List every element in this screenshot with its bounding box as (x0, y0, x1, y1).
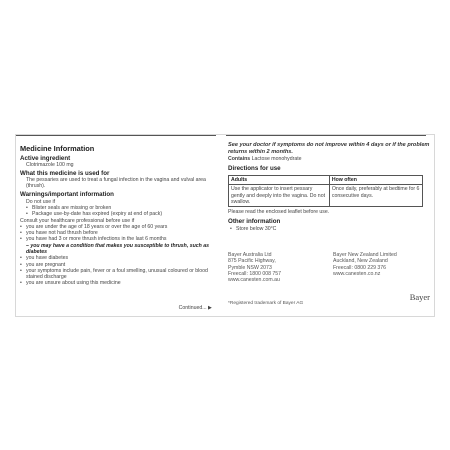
continued-label: Continued... ▶ (178, 305, 212, 311)
directions-table (228, 175, 423, 207)
table-row (229, 185, 423, 207)
nz-address-line: Freecall: 0800 229 376 (333, 264, 387, 271)
nz-address-line: Bayer New Zealand Limited (333, 252, 397, 258)
consult-item: • you are unsure about using this medicine (20, 280, 216, 286)
active-ingredient-heading: Active ingredient (20, 154, 71, 162)
bayer-brand: Bayer (409, 292, 430, 302)
nz-address-line: www.canesten.co.nz (333, 270, 381, 277)
warnings-heading: Warnings/important information (20, 191, 114, 199)
consult-item: • you have not had thrush before (20, 230, 216, 236)
table-header: Adults (229, 176, 330, 185)
contains-value: Lactose monohydrate (251, 155, 302, 162)
directions-heading: Directions for use (228, 164, 281, 172)
contains-line (228, 156, 433, 162)
usage-text: The pessaries are used to treat a fungal infection in the vagina and vulval area (thrush). (26, 177, 206, 190)
au-address-line: Bayer Australia Ltd (228, 252, 272, 258)
consult-label: Consult your healthcare professional before use if (20, 217, 135, 224)
au-address-line: Pymble NSW 2073 (228, 264, 272, 271)
nz-address-line: Auckland, New Zealand (333, 258, 388, 265)
consult-item: • your symptoms include pain, fever or a foul smelling, unusual coloured or blood stained discharge (20, 268, 216, 281)
medicine-info-panel (15, 134, 435, 317)
other-info-heading: Other information (228, 218, 281, 226)
section-title: Medicine Information (20, 144, 95, 153)
active-ingredient-value: Clotrimazole 100 mg (26, 161, 74, 168)
right-column (228, 140, 433, 232)
au-address-line: www.canesten.com.au (228, 277, 280, 284)
au-address (228, 252, 281, 283)
do-not-item: • Package use-by-date has expired (expiry at end of pack) (26, 211, 216, 217)
consult-item: • you are pregnant (20, 262, 216, 268)
contains-label: Contains (228, 155, 251, 162)
other-info-item: • Store below 30°C (230, 226, 433, 232)
consult-warning-italic: – you may have a condition that makes you susceptible to thrush, such as diabetes (26, 242, 210, 255)
see-doctor-note: See your doctor if symptoms do not improve within 4 days or if the problem returns within 2 months. (228, 142, 430, 155)
nz-address (333, 252, 397, 277)
consult-item: • you have had 3 or more thrush infections in the last 6 months (20, 236, 216, 242)
right-top-rule (226, 135, 426, 136)
au-address-line: 875 Pacific Highway, (228, 258, 276, 265)
table-cell: Use the applicator to insert pessary gently and deeply into the vagina. Do not swallow. (229, 185, 330, 207)
consult-item: • you are under the age of 18 years or over the age of 60 years (20, 224, 216, 230)
left-column (20, 140, 216, 287)
do-not-use-label: Do not use if (26, 198, 56, 205)
leaflet-note: Please read the enclosed leaflet before use. (228, 209, 330, 216)
au-address-line: Freecall: 1800 008 757 (228, 270, 282, 277)
do-not-item: • Blister seals are missing or broken (26, 205, 216, 211)
left-top-rule (16, 135, 216, 136)
usage-heading: What this medicine is used for (20, 169, 110, 177)
consult-item: • you have diabetes (20, 255, 216, 261)
table-cell: Once daily, preferably at bedtime for 6 consecutive days. (329, 185, 422, 207)
trademark-note: *Registered trademark of Bayer AG (228, 301, 304, 306)
table-header: How often (329, 176, 422, 185)
